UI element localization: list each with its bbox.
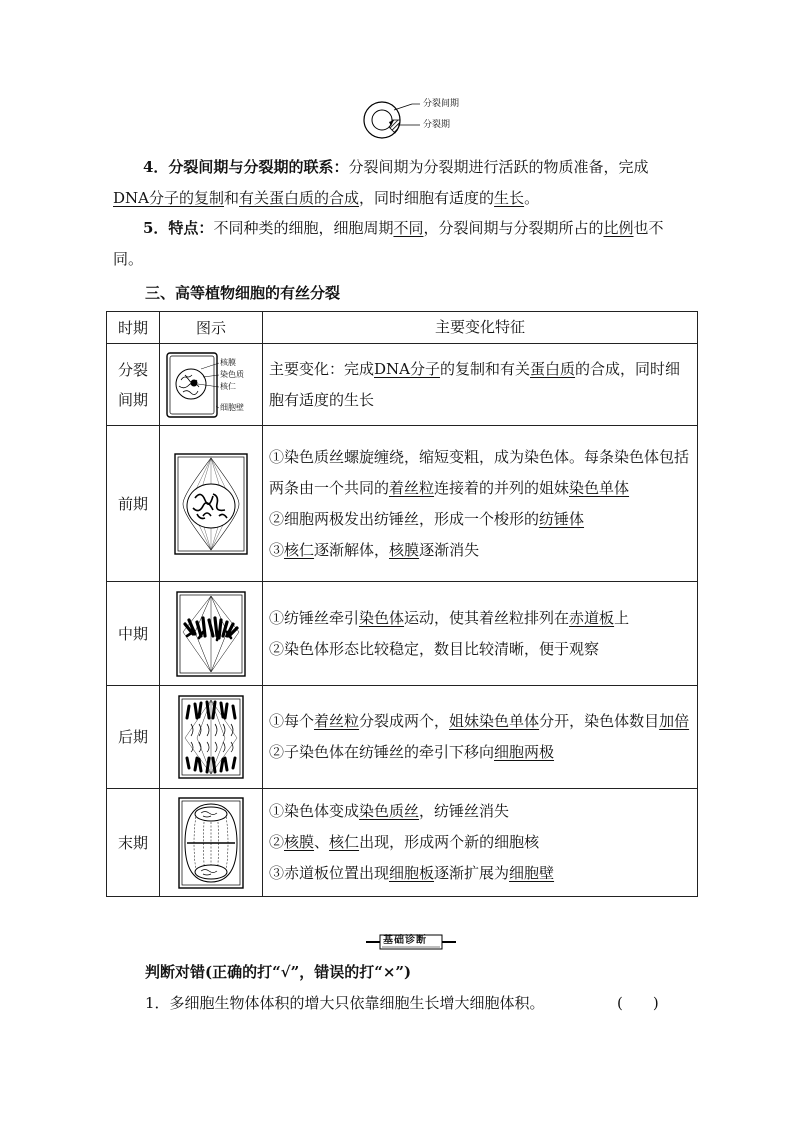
mitotic-phase-label: 分裂期: [423, 120, 451, 130]
cell-text: 分开，染色体数目: [539, 712, 660, 730]
cell-text: 的合成，同时细胞有适度的生长: [269, 359, 681, 409]
metaphase-line-1: [269, 603, 691, 634]
cell-text: 逐渐扩展为: [434, 864, 510, 882]
figure-metaphase: [160, 582, 263, 686]
cell-text: ，纺锤丝消失: [419, 802, 510, 820]
cell-text: 出现，形成两个新的细胞核: [359, 833, 540, 851]
p5-text: ，分裂间期与分裂期所占的: [423, 219, 604, 237]
label-chromatin: 染色质: [220, 369, 244, 379]
cell-underline: 姐妹染色单体: [449, 712, 540, 730]
features-interphase: [263, 344, 698, 426]
cell-underline: 染色体: [359, 608, 405, 627]
quiz-question-1: 1．多细胞生物体体积的增大只依靠细胞生长增大细胞体积。: [145, 994, 545, 1012]
header-period: 时期: [107, 312, 160, 344]
features-telophase: [263, 789, 698, 897]
prophase-line-2: [269, 504, 691, 535]
telophase-cell-icon: [177, 796, 245, 890]
section-title: 三、高等植物细胞的有丝分裂: [145, 284, 341, 302]
label-cell-wall: 细胞壁: [220, 402, 244, 412]
p4-text: 分裂间期为分裂期进行活跃的物质准备，完成: [348, 158, 649, 176]
telophase-line-2: [269, 827, 691, 858]
cell-text: 逐渐解体，: [314, 540, 390, 559]
table-row: [107, 344, 698, 426]
p5-text: 不同种类的细胞，细胞周期: [213, 219, 394, 237]
features-anaphase: [263, 686, 698, 789]
prophase-cell-icon: [173, 452, 249, 556]
cell-text: ②子染色体在纺锤丝的牵引下移向: [269, 743, 495, 761]
cell-underline: 核膜: [284, 833, 315, 851]
badge-label: 基础诊断: [383, 935, 427, 946]
features-metaphase: [263, 582, 698, 686]
anaphase-line-1: [269, 706, 691, 737]
header-features: 主要变化特征: [263, 312, 698, 344]
p5-lead: 5．特点：: [143, 219, 214, 237]
p4-underline: 有关蛋白质的合成: [239, 189, 360, 207]
cell-text: 、: [314, 833, 330, 851]
p4-text: 。: [524, 189, 540, 207]
cell-underline: 核膜: [389, 540, 420, 559]
interphase-label: 分裂间期: [423, 99, 460, 109]
cell-text: ①染色体变成: [269, 802, 360, 820]
cell-text: 逐渐消失: [419, 540, 480, 559]
cell-text: ①纺锤丝牵引: [269, 608, 360, 627]
cell-underline: 染色单体: [569, 478, 630, 497]
cell-underline: 核仁: [284, 540, 315, 559]
quiz-instruction: 判断对错(正确的打“√”，错误的打“×”): [145, 963, 412, 981]
features-prophase: [263, 426, 698, 582]
metaphase-line-2: ②染色体形态比较稳定，数目比较清晰，便于观察: [269, 639, 600, 658]
mitosis-table: [106, 311, 698, 897]
cell-underline: 细胞板: [389, 864, 435, 882]
label-nucleolus: 核仁: [220, 381, 236, 391]
prophase-line-1: [269, 442, 691, 504]
table-row: [107, 582, 698, 686]
cell-underline: 核仁: [329, 833, 360, 851]
cell-text: 上: [614, 608, 630, 627]
table-row: [107, 426, 698, 582]
cell-underline: DNA分子: [374, 359, 440, 378]
period-interphase: [107, 344, 160, 426]
prophase-line-3: [269, 535, 691, 566]
p4-underline: 生长: [494, 189, 525, 207]
cell-cycle-diagram: [360, 98, 480, 142]
cell-underline: 蛋白质: [530, 359, 576, 378]
cell-text: 运动，使其着丝粒排列在: [404, 608, 570, 627]
header-figure: 图示: [160, 312, 263, 344]
cell-underline: 赤道板: [569, 608, 615, 627]
cell-text: ①染色质丝螺旋缠绕，缩短变粗，成为染色体。每条染色体包括两条由一个共同的: [269, 447, 690, 497]
quiz-answer-blank[interactable]: ( ): [617, 994, 659, 1012]
p4-lead: 4．分裂间期与分裂期的联系：: [143, 158, 349, 176]
table-row: [107, 686, 698, 789]
cell-underline: 纺锤体: [539, 509, 585, 528]
cell-text: ①每个: [269, 712, 315, 730]
figure-interphase: [160, 344, 263, 426]
label-nuclear-membrane: 核膜: [220, 357, 236, 367]
telophase-line-1: [269, 796, 691, 827]
p4-underline: DNA分子的复制: [113, 189, 224, 207]
p5-text: 也不同。: [113, 219, 664, 268]
period-prophase: 前期: [107, 426, 160, 582]
period-metaphase: 中期: [107, 582, 160, 686]
paragraph-4: [113, 152, 683, 214]
figure-telophase: [160, 789, 263, 897]
table-row: [107, 789, 698, 897]
table-header-row: [107, 312, 698, 344]
cell-underline: 染色质丝: [359, 802, 420, 820]
cell-underline: 细胞壁: [509, 864, 555, 882]
period-telophase: 末期: [107, 789, 160, 897]
cell-text: 分裂成两个，: [359, 712, 450, 730]
p5-underline: 不同: [393, 219, 424, 237]
metaphase-cell-icon: [175, 590, 247, 678]
figure-anaphase: [160, 686, 263, 789]
anaphase-line-2: [269, 737, 691, 768]
cell-underline: 加倍: [659, 712, 690, 730]
cell-text: 连接着的并列的姐妹: [434, 478, 570, 497]
p4-text: 和: [224, 189, 240, 207]
p4-text: ，同时细胞有适度的: [359, 189, 495, 207]
cell-text: ③: [269, 540, 285, 559]
cell-text: ②细胞两极发出纺锤丝，形成一个梭形的: [269, 509, 540, 528]
telophase-line-3: [269, 858, 691, 889]
cell-text: 主要变化：完成: [269, 359, 375, 378]
p5-underline: 比例: [603, 219, 634, 237]
cell-text: ②: [269, 833, 285, 851]
period-label: 分裂间期: [117, 360, 148, 409]
cell-cycle-ring-icon: [360, 98, 480, 142]
period-anaphase: 后期: [107, 686, 160, 789]
figure-prophase: [160, 426, 263, 582]
cell-underline: 细胞两极: [494, 743, 555, 761]
cell-text: 的复制和有关: [440, 359, 531, 378]
cell-underline: 着丝粒: [314, 712, 360, 730]
cell-text: ③赤道板位置出现: [269, 864, 390, 882]
anaphase-cell-icon: [177, 694, 245, 780]
cell-underline: 着丝粒: [389, 478, 435, 497]
paragraph-5: [113, 213, 683, 275]
